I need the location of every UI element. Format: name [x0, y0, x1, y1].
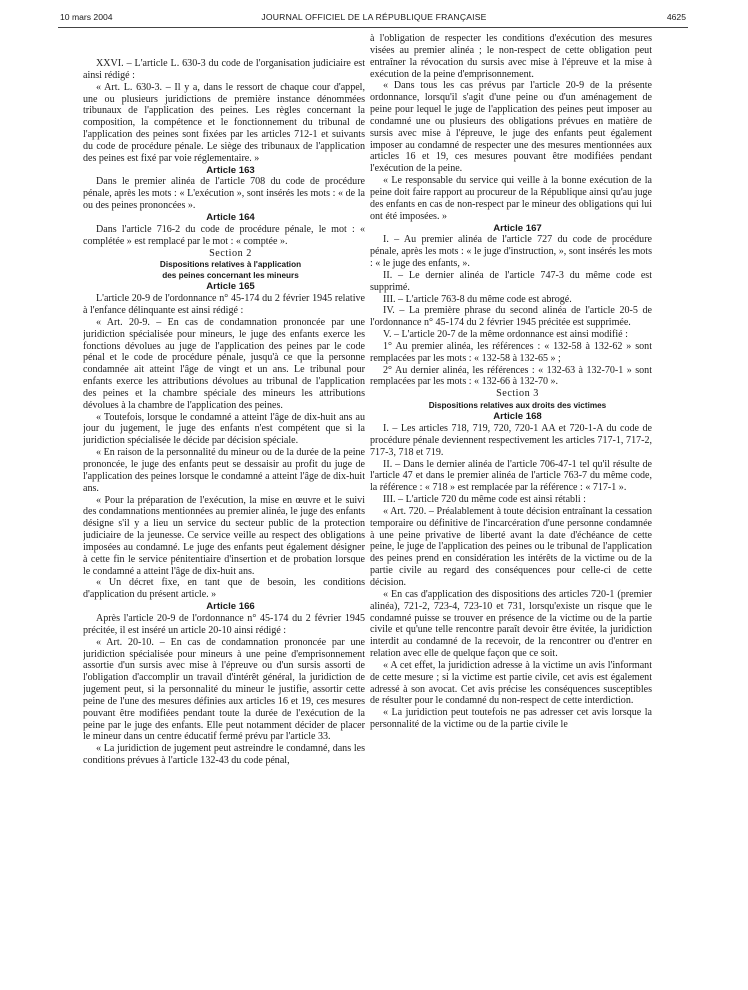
- paragraph: « Un décret fixe, en tant que de besoin, les conditions d'application du présent article. »: [83, 577, 365, 601]
- paragraph: Dans l'article 716-2 du code de procédure pénale, le mot : « complétée » est remplacé par le mot : « comptée ».: [83, 223, 365, 247]
- issue-date: 10 mars 2004: [60, 12, 113, 22]
- article-heading: Article 163: [206, 164, 255, 176]
- paragraph: 2° Au dernier alinéa, les références : « 132-63 à 132-70-1 » sont remplacées par les mots : « 132-66 à 132-70 ».: [370, 364, 652, 388]
- paragraph: « Le responsable du service qui veille à la bonne exécution de la peine doit faire rapport au procureur de la République ainsi qu'au juge des enfants en cas de non-respect par le mineur des obligations qui lui ont été imposées. »: [370, 175, 652, 222]
- paragraph: I. – Les articles 718, 719, 720, 720-1 AA et 720-1-A du code de procédure pénale deviennent respectivement les articles 717-1, 717-2, 717-3, 718 et 719.: [370, 423, 652, 458]
- paragraph: « En cas d'application des dispositions des articles 720-1 (premier alinéa), 721-2, 723-4, 723-10 et 731, lorsqu'existe un risque que le condamné puisse se trouver en présence de la victime ou de la partie civile et qu'une telle rencontre paraît devoir être évitée, la juridiction interdit au condamné de la recevoir, de la rencontrer ou d'entrer en relation avec elle de quelque façon que ce soit.: [370, 588, 652, 660]
- paragraph: « Dans tous les cas prévus par l'article 20-9 de la présente ordonnance, lorsqu'il s'agit d'une peine ou d'un aménagement de peine pour lequel le juge de l'application des peines peut imposer au condamné une ou plusieurs des obligations prévues en matière de sursis avec mise à l'épreuve, le juge des enfants peut également imposer au condamné de respecter une des mesures mentionnées aux articles 16 et 19, ces mesures pouvant être modifiées pendant l'exécution de la peine.: [370, 80, 652, 175]
- section-heading: Section 2: [209, 247, 252, 259]
- article-heading: Article 168: [493, 411, 542, 423]
- article-heading: Article 166: [206, 601, 255, 613]
- paragraph: L'article 20-9 de l'ordonnance n° 45-174 du 2 février 1945 relative à l'enfance délinquante est ainsi rédigé :: [83, 293, 365, 317]
- page-header: [0, 12, 748, 28]
- paragraph: Après l'article 20-9 de l'ordonnance n° 45-174 du 2 février 1945 précitée, il est inséré un article 20-10 ainsi rédigé :: [83, 612, 365, 636]
- paragraph: III. – L'article 720 du même code est ainsi rétabli :: [383, 494, 586, 506]
- paragraph: « En raison de la personnalité du mineur ou de la durée de la peine prononcée, le juge des enfants peut se dessaisir au profit du juge de l'application des peines lorsque le condamné a atteint l'âge de dix-huit ans.: [83, 447, 365, 494]
- paragraph: « Art. 20-10. – En cas de condamnation prononcée par une juridiction spécialisée pour mineurs à une peine d'emprisonnement assortie d'un sursis avec mise à l'épreuve ou d'un sursis assorti de l'obligation d'accomplir un travail d'intérêt général, la juridiction de jugement peut, si la personnalité du mineur le justifie, assortir cette peine de l'une des mesures définies aux articles 16 et 19, ces mesures pouvant être modifiées pendant toute la durée de l'exécution de la peine par le juge des enfants. Elle peut notamment décider de placer le mineur dans un centre éducatif fermé prévu par l'article 33.: [83, 636, 365, 743]
- paragraph: III. – L'article 763-8 du même code est abrogé.: [383, 293, 572, 305]
- journal-title: JOURNAL OFFICIEL DE LA RÉPUBLIQUE FRANÇAISE: [261, 12, 487, 22]
- paragraph: IV. – La première phrase du second alinéa de l'article 20-5 de l'ordonnance n° 45-174 du 2 février 1945 précitée est supprimée.: [370, 305, 652, 329]
- paragraph: « Art. L. 630-3. – Il y a, dans le ressort de chaque cour d'appel, une ou plusieurs juridictions de première instance dénommées tribunaux de l'application des peines. Les règles concernant la composition, la compétence et le fonctionnement du tribunal de l'application des peines sont fixées par les articles 712-1 et suivants du code de procédure pénale. Le siège des tribunaux de l'application des peines est fixé par voie réglementaire. »: [83, 81, 365, 164]
- section-heading: Section 3: [496, 388, 539, 400]
- paragraph: XXVI. – L'article L. 630-3 du code de l'organisation judiciaire est ainsi rédigé :: [83, 58, 365, 81]
- paragraph: « Pour la préparation de l'exécution, la mise en œuvre et le suivi des condamnations mentionnées au premier alinéa, le juge des enfants désigne s'il y a lieu un service du secteur public de la protection judiciaire de la jeunesse. Ce service veille au respect des obligations imposées au condamné. Le juge des enfants peut également désigner à cette fin le service pénitentiaire d'insertion et de probation lorsque le condamné a atteint l'âge de dix-huit ans.: [83, 494, 365, 577]
- left-column: [83, 58, 365, 990]
- paragraph: Dans le premier alinéa de l'article 708 du code de procédure pénale, après les mots : « L'exécution », sont insérés les mots : « de la ou des peines prononcées ».: [83, 176, 365, 212]
- section-title: Dispositions relatives à l'application: [159, 260, 302, 270]
- paragraph: II. – Le dernier alinéa de l'article 747-3 du même code est supprimé.: [370, 269, 652, 293]
- paragraph: « Art. 720. – Préalablement à toute décision entraînant la cessation temporaire ou définitive de l'incarcération d'une personne condamnée à une peine privative de liberté avant la date d'échéance de cette peine, le juge de l'application des peines ou le tribunal de l'application des peines prend en considération les intérêts de la victime ou de la partie civile au regard des conséquences pour celle-ci de cette décision.: [370, 505, 652, 588]
- paragraph: « A cet effet, la juridiction adresse à la victime un avis l'informant de cette mesure ; si la victime est partie civile, cet avis est également adressé à son avocat. Cet avis précise les conséquences susceptibles de résulter pour le condamné du non-respect de cette interdiction.: [370, 659, 652, 707]
- article-heading: Article 164: [206, 211, 255, 223]
- paragraph: « La juridiction peut toutefois ne pas adresser cet avis lorsque la personnalité de la victime ou de la partie civile le: [370, 707, 652, 731]
- article-heading: Article 167: [493, 222, 542, 234]
- paragraph: « Art. 20-9. – En cas de condamnation prononcée par une juridiction spécialisée pour mineurs, le juge des enfants exerce les fonctions dévolues au juge de l'application des peines par le code pénal et le code de procédure pénale, jusqu'à ce que la personne condamnée ait atteint l'âge de vingt et un ans. Le tribunal pour enfants exerce les attributions dévolues au tribunal de l'application des peines et la chambre spéciale des mineurs les attributions dévolues à la chambre de l'application des peines.: [83, 316, 365, 411]
- section-title: Dispositions relatives aux droits des victimes: [428, 401, 607, 411]
- paragraph: I. – Au premier alinéa de l'article 727 du code de procédure pénale, après les mots : « le juge d'instruction, », sont insérés les mots : « le juge des enfants, ».: [370, 234, 652, 270]
- paragraph: « La juridiction de jugement peut astreindre le condamné, dans les conditions prévues à l'article 132-43 du code pénal,: [83, 743, 365, 767]
- paragraph: 1° Au premier alinéa, les références : « 132-58 à 132-62 » sont remplacées par les mots : « 132-58 à 132-65 » ;: [370, 340, 652, 364]
- paragraph: II. – Dans le dernier alinéa de l'article 706-47-1 tel qu'il résulte de l'article 47 et dans le premier alinéa de l'article 763-7 du même code, la référence : « 718 » est remplacée par la référence : « 717-1 ».: [370, 458, 652, 494]
- section-title: des peines concernant les mineurs: [162, 271, 299, 281]
- paragraph: V. – L'article 20-7 de la même ordonnance est ainsi modifié :: [383, 329, 628, 341]
- right-column: [370, 33, 652, 965]
- page-number: 4625: [666, 12, 686, 22]
- paragraph-continued: à l'obligation de respecter les conditions d'exécution des mesures visées au premier alinéa ; le non-respect de cette obligation peut entraîner la révocation du sursis avec mise à l'épreuve et la mise à exécution de la peine d'emprisonnement.: [370, 33, 652, 80]
- paragraph: « Toutefois, lorsque le condamné a atteint l'âge de dix-huit ans au jour du jugement, le juge des enfants n'est compétent que si la juridiction spécialisée le décide par décision spéciale.: [83, 411, 365, 447]
- header-rule: [58, 27, 688, 28]
- article-heading: Article 165: [206, 281, 255, 293]
